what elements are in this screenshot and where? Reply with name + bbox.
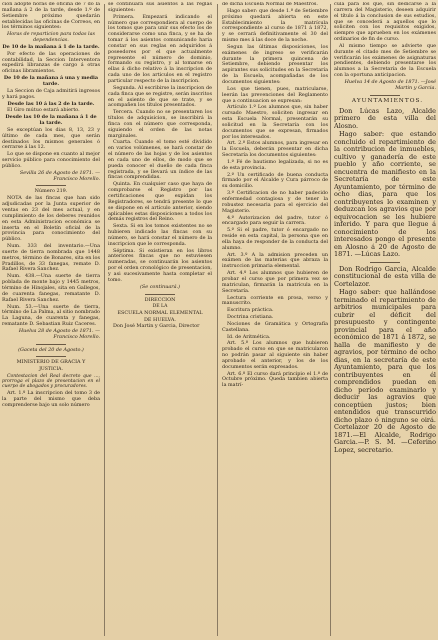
paragraph: cula para los que, sin dedicarse a la carrera del Magisterio, deseen adquirir el título á la conclusion de sus estudios, que se concederá a aquellos que lo soliciten con los requisitos exigidos, siempre que aprueben en los exámenes ordinarios de fin de curso. [334,2,436,43]
divider [36,185,66,186]
signature: Huelva 14 de Agosto de 1871. —José Martin y Garcia. [344,78,436,91]
column-1 [2,2,100,638]
signature: Sevilla 26 de Agosto de 1871. —Francisco Morello. [19,169,100,182]
list-item: 2.º Un certificado de buena conducta firmado por el Alcalde y Cura párroco de su domicilio. [222,171,328,190]
paragraph: Art. 4.º Los alumnos que hubieren de probar el curso que por primera vez se matriculan, firmarán la matrícula en la Secretaría. [222,270,328,294]
paragraph: Por efecto de las operaciones de contabilidad, la Seccion Interventora expedirá libranzas de cargo á otras oficinas libramientos. [2,50,100,75]
list-item: Nociones de Gramática y Ortografía Castellana. [222,320,328,333]
paragraph: se continuará sus asientos á las reglas siguientes: [108,2,212,13]
paragraph: Artículo 1.º Los alumnos que, sin haber cursado Maestro, soliciten ingresar en esta Escuela Normal, presentarán su solicitud en la Secretaría con los documentos que se expresan, firmados por los interesados. [222,104,328,140]
column-3 [222,2,328,638]
list-item: Doctrina cristiana. [227,314,274,321]
paragraph: Don José Martin y Garcia, Director [113,323,200,330]
paragraph: Al mismo tiempo se advierte que durante el citado mes de Setiembre se verificarán los exámenes de asignaturas pendientes, debiendo presentarse los alumnos a la Secretaría de la Escuela con la oportuna anticipacion. [334,42,436,79]
list-item: Escritura práctica. [227,307,274,314]
paragraph: NOTA de las fincas que han sido adjudicadas por la Junta superior de ventas en 23 del mes actual, y en cumplimiento de los deberes reunidos en esta Administracion económica se inserta en el Boletín oficial de la provincia para conocimiento del público. [2,195,100,243]
paragraph: Art. 1.º La inscripcion del tomo 3 de la parte del mismo que deba comprenderse bajo un solo número [2,389,100,408]
divider [370,95,400,96]
list-item: 4.º Autorizacion del padre, tutor ó encargado para seguir la carrera. [222,214,328,227]
divider [145,294,175,295]
paragraph: Art. 2.º Estos alumnos, para ingresar en la Escuela, deberán presentar en dicha Secretaría los documentos siguientes: [222,140,328,159]
list-item: 1.º Fé de bautismo legalizada, si no es de esta provincia. [222,158,328,171]
paragraph: Cuarta. Cuando el tomo esté dividido en varios volúmenes, se hará constar de el número de las hojas y de los asientos en cada uno de ellos, de modo que se pueda conocer el dueño de cada finca registrada, y se llevará un índice de las fincas comprendidas. [108,139,212,181]
direction-heading: DE LA [152,304,168,310]
paragraph: Lo que se dispone en cuanto al mejor servicio público para conocimiento del público. [2,151,100,169]
column-4 [334,2,436,638]
ministry-heading: MINISTERIO DE GRACIA Y [16,359,86,366]
direction-heading: ESCUELA NORMAL ELEMENTAL [117,309,203,316]
paragraph: Sexta. Si en los tomos existentes no se hubieren indicado las fincas con su número, se hará constar el número de la inscripcion que le corresponda. [108,223,212,247]
paragraph: Hago saber: que hallándose terminado el repartimiento de arbitrios municipales para cubrir el déficit del presupuesto y contingente provincial para el año económico de 1871 á 1872, se halla de manifiesto y de agravios, por término de ocho dias, en la secretaría de este Ayuntamiento, para que los contribuyentes en él comprendidos puedan en dicho período examinarlo y deducir las agravios que conceptúen justos; bien entendidos que transcurrido dicho plazo ó ninguno se oirá. Cortelazor 20 de Agosto de 1871.—El Alcalde, Rodrigo Garcia.—P. S. M. —Ceferino Lopez, secretario. [334,288,436,454]
paragraph: Art. 6.º El curso dará principio el 1.º de Octubre próximo. Queda tambien abierta la matrí- [222,370,328,389]
paragraph: Tercera. Cuando no se presentaren los títulos de adquisicion, se inscribirá la finca con el número que corresponda, siguiendo el orden de las notas marginales. [108,109,212,139]
section-heading-ayuntamientos: AYUNTAMIENTOS. [351,97,424,104]
time-heading: De 10 de la mañana á una y media tarde. [3,75,99,87]
list-item: Lectura corriente en prosa, verso y manuscrito. [222,294,328,307]
column-rule [330,4,331,636]
signature: Huelva 28 de Agosto de 1871. —Francisco Morello. [18,327,100,340]
source-line: (Gaceta del 20 de Agosto.) [18,346,84,353]
decree-summary: Contestacion del Real decreto que ..., prorroga el plazo de presentacion en el cuerpo de abogados y procuradores. [2,373,100,390]
paragraph: Se exceptúan los dias 8, 13, 23 y último de cada mes, que serán destinados los mismos generales ó cerrarse á las 12. [2,126,100,151]
section-heading: Horas de reparticion para todas las dependencias. [6,31,96,44]
time-heading: De 10 de la mañana á 1 de la tarde. [2,43,100,50]
paragraph: de dicha Escuela Normal de Maestros. [222,2,318,7]
continued-note: (Se continuará.) [139,283,180,290]
paragraph: Segun las últimas disposiciones, los exámenes de ingreso se verificarán durante la primera quincena de Setiembre, debiendo presentar los aspirantes sus solicitudes en la Secretaría de la Escuela, acompañadas de los documentos siguientes: [222,43,328,85]
paragraph: Don Rodrigo Garcia, Alcalde constitucional de esta villa de Cortelazor. [334,264,436,288]
paragraph: Séptima. Si existieran en los libros anteriores fincas que no estuviesen numeradas, se continuarán los asientos por el orden cronológico de presentacion, y asi sucesivamente hasta completar el tomo. [108,247,212,283]
divider [370,262,400,263]
divider [36,356,66,357]
direction-heading: DIRECCION [144,296,176,303]
paragraph: Num. 53.—Una suerte de tierra, término de La Palma, al sitio nombrado La Laguna, de cuarenta y fanegas, rematante D. Sebastian Ruiz Caceres. [2,303,100,328]
paragraph: La Seccion de Caja admitirá ingresos y hará pagos. [2,87,100,100]
divider [36,344,66,345]
paragraph: Don Lúcas Lazo, Alcalde primero de esta villa del Alosno. [334,106,436,130]
paragraph: Hago saber: que desde 1.º de Setiembre próximo quedará abierta en este Establecimiento la matrícula correspondiente al curso de 1871 á 1872, y se cerrará definitivamente el 30 del mismo mes á las doce de la noche. [222,7,328,44]
notice-number: Número 219. [34,188,68,195]
paragraph: Primera. Empezará indicando el número que correspondiera al cuerpo de los tomos que para unir sus efecto los de considerarse como una finca, y se ha de tomar á los asientos comunicando haria constar en sus reglas en adquiridos á poseedores por el que actualmente represente el número de dominio, formando su registro, y al tomarse en ellas á dicho relativo á la inscripcion de cada uno de los articulos en el registro particular respecto de la inscripcion. [108,13,212,84]
column-rule [104,4,105,636]
paragraph: Quinta. En cualquier caso que haya de comprobarse el Registro por las certificaciones que expidan los Registradores, se tendrá presente lo que se dispone en el artículo anterior, siendo aplicables estas disposiciones a todos los demás registros del Reino. [108,181,212,223]
column-2 [108,2,212,638]
time-heading: Desde las 10 de la mañana á 1 de la tarde. [5,114,97,127]
column-rule [217,4,218,636]
list-item: 5.º Si el padre, tutor ó encargado no reside en esta capital, la persona que en ella haya de responder de la conducta del alumno. [222,227,328,251]
paragraph: Art. 5.º Los alumnos que hubieren probado el curso en que se matricularon no podrán pasar al siguiente sin haber aprobado el anterior, y los de los documentos serán expresados. [222,340,328,370]
direction-heading: DE HUELVA. [144,316,176,323]
paragraph: Num. 333 del inventario.—Una suerte de tierra nombrada que 1448 metros, término de Bonares, sita en los Pradillos, de 33 fanegas, remate D. Rafael Rivera Sanchez. [2,243,100,273]
list-item: Id. de Aritmética. [227,333,271,340]
ministry-subheading: JUSTICIA. [39,367,63,373]
paragraph: cion adopte horas de oficina de 7 do la mañana á 2 de la tarde, desde 1.º de Setiembre próximo quedarán establecidas las oficinas de Correos, en los términos siguientes: [2,2,100,31]
paragraph: Num. 438.—Una suerte de tierra poblada de monte bajo y 1445 metros, término de Hinojales, sita en Gallegos, de cuarenta fanegas, rematante D. Rafael Rivera Sanchez. [2,273,100,303]
paragraph: Segunda. Al escribirse la inscripcion de cada finca que se registre, serán inscritos en el asiento de que se trate, y se acompañen los títulos presentados. [108,84,212,109]
paragraph: Art. 3.º A la admision preceden un exámen de las materias que abraza la instruccion primaria elemental. [222,251,328,270]
paragraph: Los que tienen, pues, matricularse, leerán las prevenciones del Reglamento que a continuacion se expresan: [222,85,328,104]
list-item: 3.º Certificacion de no haber padecido enfermedad contagiosa y de tener la robustez necesaria para el ejercicio del Magisterio. [222,190,328,214]
paragraph: El Giro mútuo estará abierto. [7,107,80,114]
paragraph: Hago saber: que estando concluido el repartimiento de la contribucion de inmuebles, cultivo y ganadería de este pueblo y año corriente, se encuentra de manifiesto en la Secretaría de este Ayuntamiento, por término de ocho dias, para que los contribuyentes lo examinen y deduzcan los agravios que por equivocacion se les hubiere inferido. Y para que llegue á conocimiento de los interesados pongo el presente en Alosno á 20 de Agosto de 1871. —Lúcas Lazo. [334,130,436,258]
time-heading: Desde las 10 á las 2 de la tarde. [7,100,95,107]
